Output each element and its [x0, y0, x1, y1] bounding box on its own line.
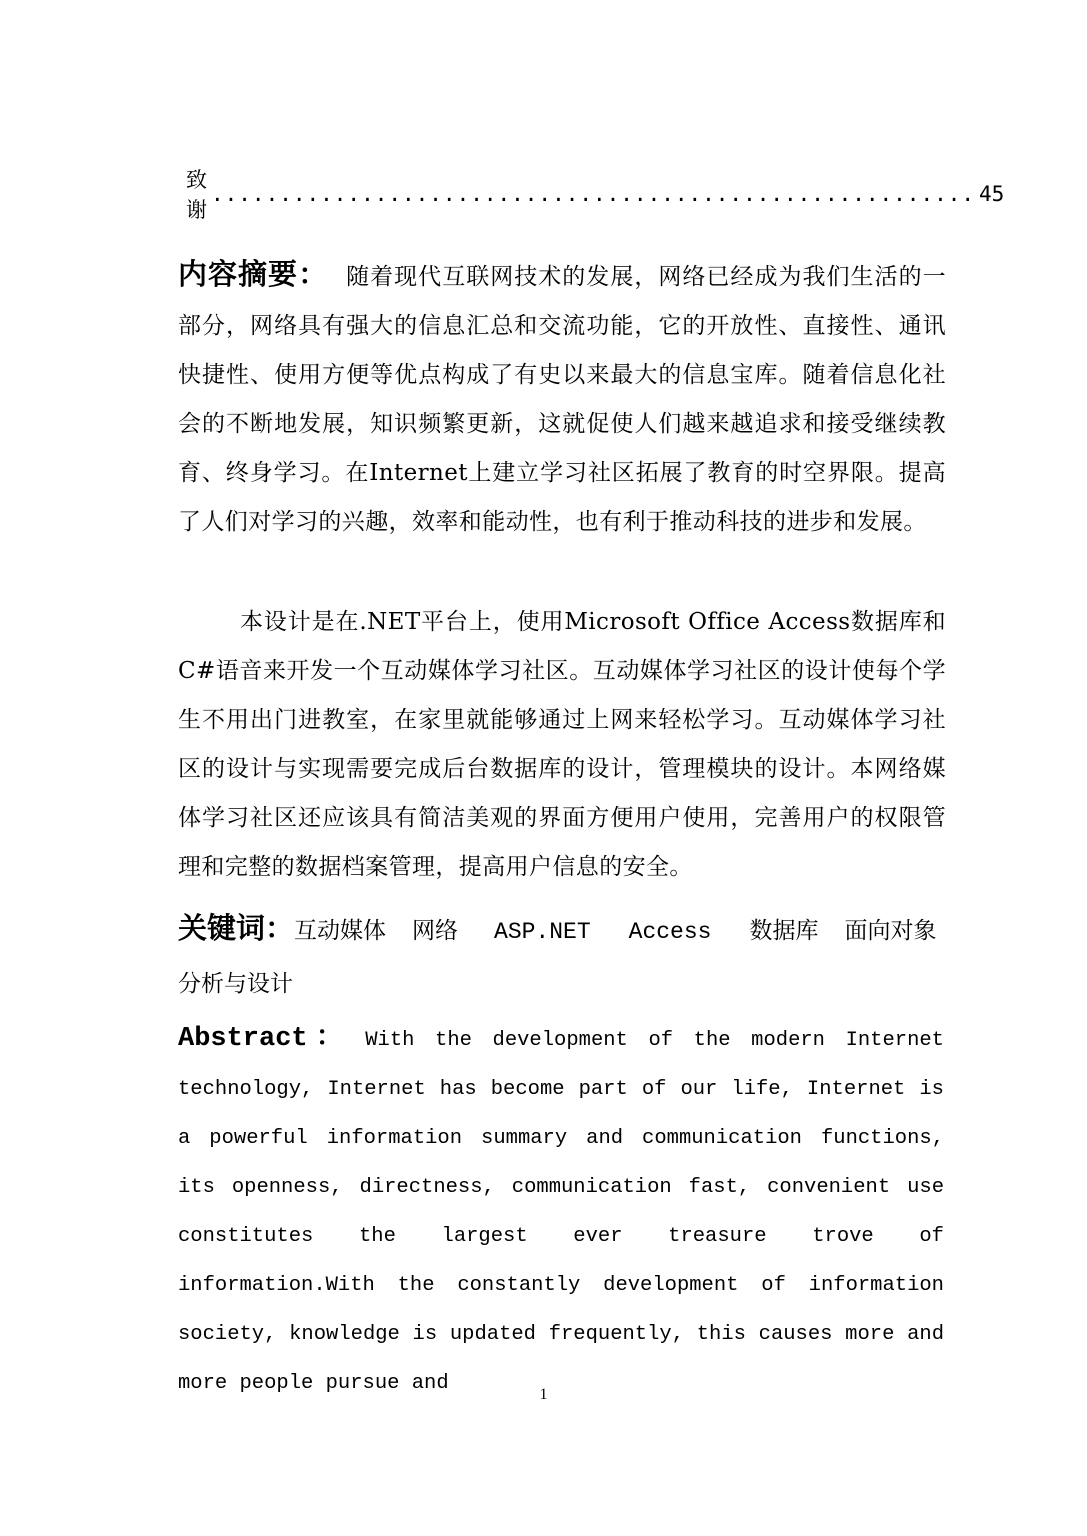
keyword-item: 面向对象 — [844, 918, 937, 944]
keyword-item: ASP.NET — [494, 919, 591, 945]
keyword-item: 网络 — [412, 918, 459, 944]
toc-label: 致谢 — [186, 168, 207, 222]
english-abstract-heading: Abstract： — [178, 1024, 352, 1054]
page-number: 1 — [539, 1386, 548, 1403]
keywords-heading: 关键词： — [178, 911, 295, 945]
chinese-abstract-text-1: 随着现代互联网技术的发展，网络已经成为我们生活的一部分，网络具有强大的信息汇总和交流功能，它的开放性、直接性、通讯快捷性、使用方便等优点构成了有史以来最大的信息宝库。随着信息化社会的不断地发展，知识频繁更新，这就促使人们越来越追求和接受继续教育、终身学习。在Internet上建立学习社区拓展了教育的时空界限。提高了人们对学习的兴趣，效率和能动性，也有利于推动科技的进步和发展。 — [178, 264, 946, 535]
keywords-row-2 — [178, 958, 958, 1010]
english-abstract — [178, 1015, 944, 1408]
keywords-row-1 — [178, 902, 958, 958]
keyword-item: Access — [628, 919, 712, 945]
toc-leader-dots: ........................................................ — [211, 182, 976, 206]
chinese-abstract-heading: 内容摘要： — [178, 257, 329, 291]
toc-entry-acknowledgements[interactable] — [186, 168, 1005, 222]
keywords-section — [178, 902, 958, 1010]
keyword-item: 分析与设计 — [178, 971, 293, 997]
keyword-item: 互动媒体 — [294, 918, 387, 944]
toc-page-number: 45 — [979, 182, 1005, 206]
chinese-abstract-paragraph-1 — [178, 250, 946, 547]
english-abstract-text: With the development of the modern Internet technology, Internet has become part of our life, Internet is a powerful information summary and communication functions, its openness, directness, communication fast, convenient use constitutes the largest ever treasure trove of information.With the constantly development of information society, knowledge is updated frequently, this causes more and more people pursue and — [178, 1029, 944, 1395]
keyword-item: 数据库 — [749, 918, 819, 944]
chinese-abstract-paragraph-2: 本设计是在.NET平台上，使用Microsoft Office Access数据库和C#语音来开发一个互动媒体学习社区。互动媒体学习社区的设计使每个学生不用出门进教室，在家里就能够通过上网来轻松学习。互动媒体学习社区的设计与实现需要完成后台数据库的设计，管理模块的设计。本网络媒体学习社区还应该具有简洁美观的界面方便用户使用，完善用户的权限管理和完整的数据档案管理，提高用户信息的安全。 — [178, 609, 946, 880]
